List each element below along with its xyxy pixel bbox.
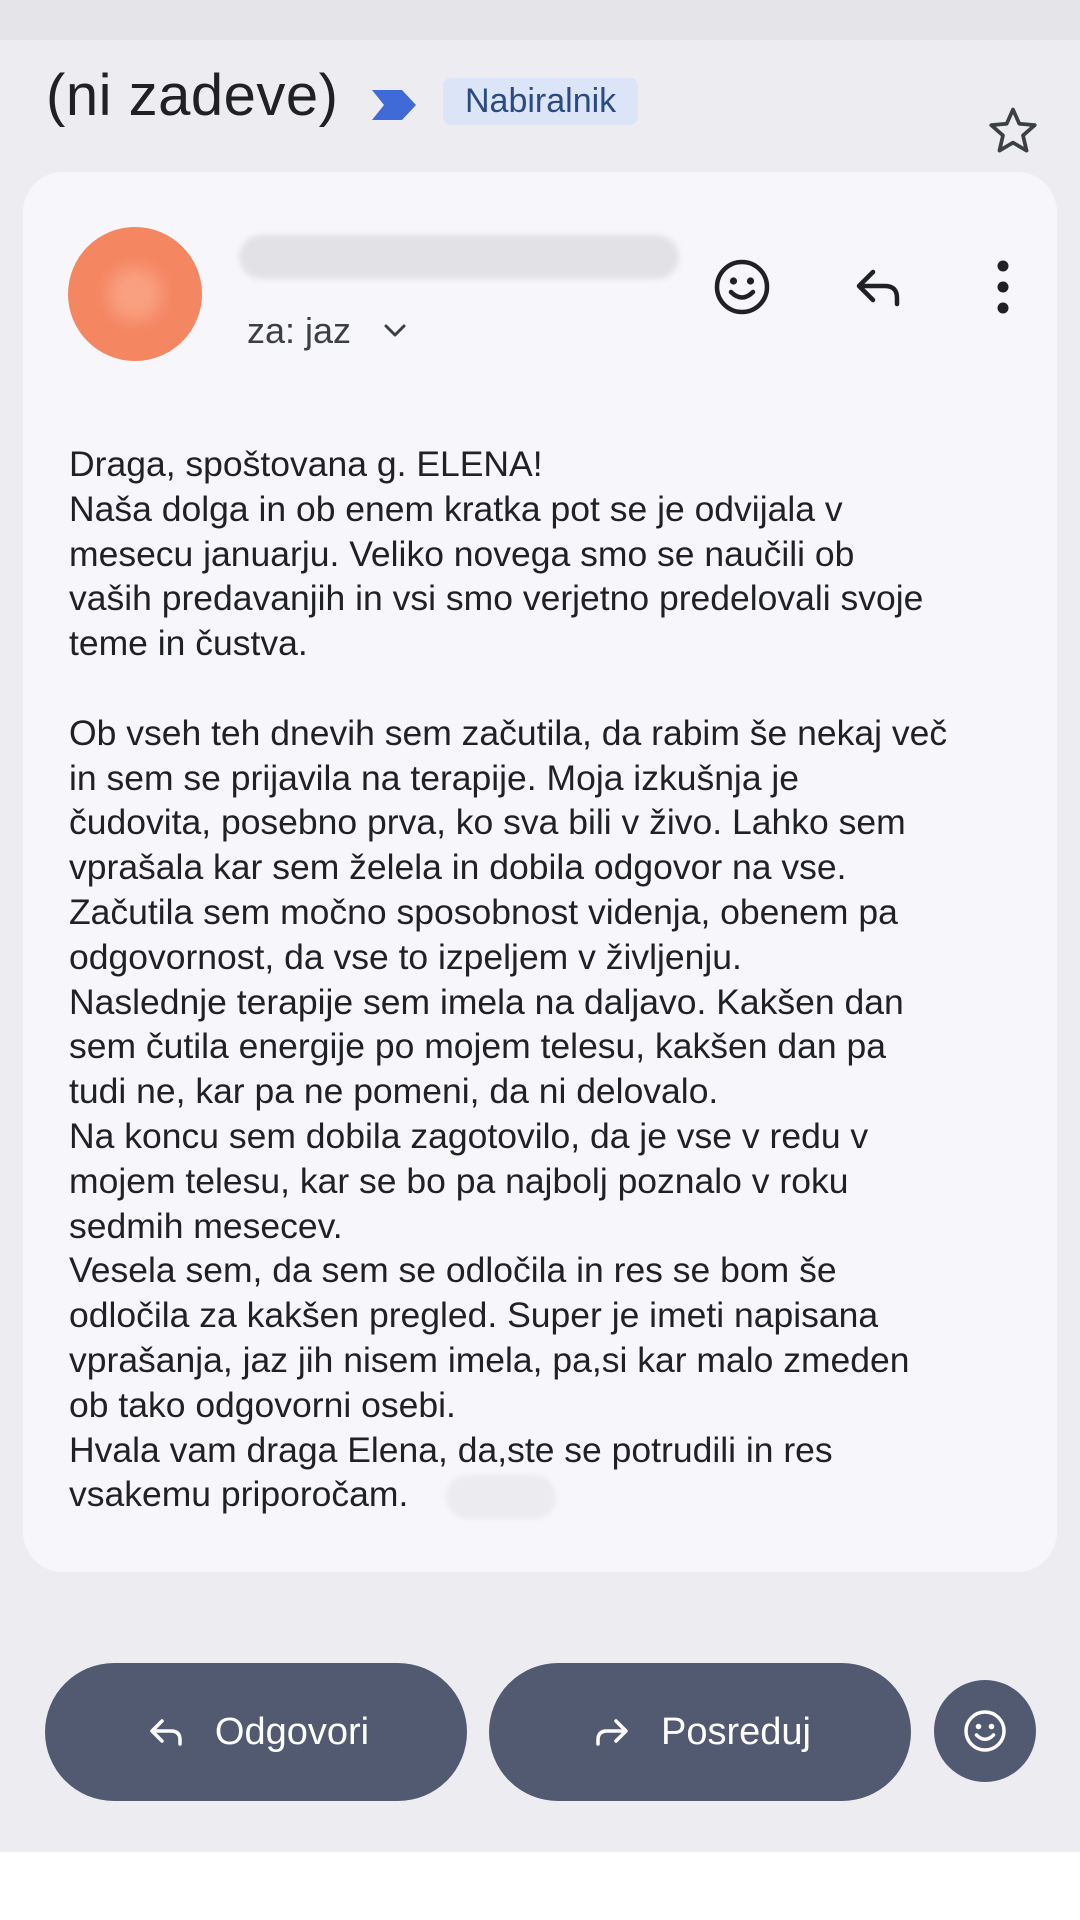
reply-button-label: Odgovori (214, 1710, 370, 1753)
forward-button-label: Posreduj (661, 1710, 811, 1753)
more-vertical-icon[interactable] (983, 252, 1023, 322)
forward-button[interactable] (489, 1663, 911, 1801)
message-body (69, 442, 1029, 1519)
body-line-last (69, 1472, 1029, 1519)
label-important-icon (368, 88, 418, 122)
body-line: tudi ne, kar pa ne pomeni, da ni delovalo. (69, 1071, 719, 1112)
recipient-line[interactable]: za: jaz (247, 310, 352, 351)
status-strip (0, 0, 1080, 40)
body-line: Na koncu sem dobila zagotovilo, da je vse v redu v (69, 1115, 869, 1156)
paragraph-gap (69, 666, 1029, 711)
body-line: sem čutila energije po mojem telesu, kakšen dan pa (69, 1026, 886, 1067)
body-line: čudovita, posebno prva, ko sva bili v živo. Lahko sem (69, 802, 906, 843)
reply-icon[interactable] (843, 252, 913, 322)
body-line: Začutila sem močno sposobnost videnja, obenem pa (69, 891, 898, 932)
sender-name-redacted (239, 235, 679, 279)
forward-icon (589, 1709, 635, 1755)
add-reaction-icon[interactable] (707, 252, 777, 322)
body-line: Naslednje terapije sem imela na daljavo. Kakšen dan (69, 981, 904, 1022)
body-line: in sem se prijavila na terapije. Moja izkušnja je (69, 757, 800, 798)
label-chip-inbox[interactable]: Nabiralnik (443, 78, 638, 125)
sender-avatar[interactable] (68, 227, 202, 361)
body-line: Draga, spoštovana g. ELENA! (69, 444, 543, 484)
body-line: Ob vseh teh dnevih sem začutila, da rabim še nekaj več (69, 712, 948, 753)
body-line: odgovornost, da vse to izpeljem v življenju. (69, 936, 742, 977)
body-line: mojem telesu, kar se bo pa najbolj poznalo v roku (69, 1160, 849, 1201)
body-line: teme in čustva. (69, 623, 308, 664)
reply-icon (143, 1709, 189, 1755)
body-line: vprašanja, jaz jih nisem imela, pa,si kar malo zmeden (69, 1339, 910, 1380)
body-line: vaših predavanjih in vsi smo verjetno predelovali svoje (69, 578, 924, 619)
body-line: odločila za kakšen pregled. Super je imeti napisana (69, 1295, 879, 1336)
body-line: Naša dolga in ob enem kratka pot se je odvijala v (69, 488, 843, 529)
body-line: mesecu januarju. Veliko novega smo se naučili ob (69, 533, 855, 574)
react-button[interactable] (934, 1680, 1036, 1782)
body-line: vprašala kar sem želela in dobila odgovor na vse. (69, 847, 847, 888)
email-subject: (ni zadeve) (46, 63, 339, 128)
bottom-area (0, 1852, 1080, 1920)
message-card (23, 172, 1057, 1572)
body-line-text: vsakemu priporočam. (69, 1474, 409, 1515)
body-line: sedmih mesecev. (69, 1205, 343, 1246)
chevron-down-icon[interactable] (381, 320, 409, 342)
add-reaction-icon (960, 1706, 1010, 1756)
body-line: Hvala vam draga Elena, da,ste se potrudili in res (69, 1429, 833, 1470)
reply-button[interactable] (45, 1663, 467, 1801)
body-line: Vesela sem, da sem se odločila in res se bom še (69, 1250, 837, 1291)
body-line: ob tako odgovorni osebi. (69, 1384, 456, 1425)
signature-redacted (446, 1475, 556, 1519)
subject-bar (0, 40, 1080, 150)
star-outline-icon[interactable] (985, 103, 1041, 159)
